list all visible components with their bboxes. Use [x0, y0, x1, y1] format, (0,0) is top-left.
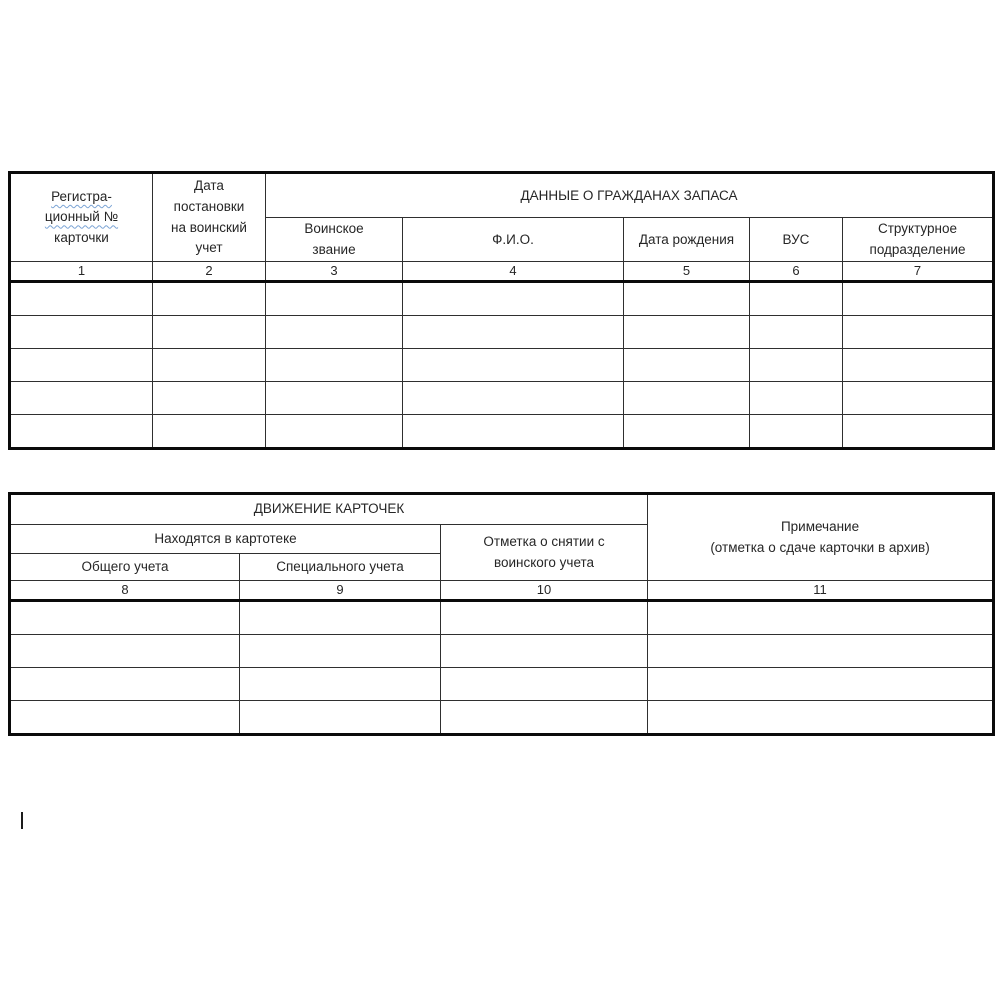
column-number-5: 5 — [624, 262, 750, 282]
column-number-10: 10 — [441, 581, 648, 601]
empty-cell[interactable] — [153, 282, 266, 316]
empty-cell[interactable] — [441, 635, 648, 668]
header-structural-unit-line2: подразделение — [869, 241, 966, 257]
empty-cell[interactable] — [153, 349, 266, 382]
empty-cell[interactable] — [624, 415, 750, 449]
group-header-card-movement: ДВИЖЕНИЕ КАРТОЧЕК — [10, 494, 648, 525]
text-cursor — [21, 812, 23, 829]
column-number-7: 7 — [843, 262, 994, 282]
header-cell-birth-date: Дата рождения — [624, 218, 750, 262]
empty-cell[interactable] — [266, 349, 403, 382]
empty-cell[interactable] — [10, 601, 240, 635]
empty-cell[interactable] — [403, 282, 624, 316]
empty-cell[interactable] — [10, 635, 240, 668]
empty-cell[interactable] — [240, 635, 441, 668]
empty-cell[interactable] — [843, 282, 994, 316]
empty-cell[interactable] — [441, 601, 648, 635]
header-military-rank-line2: звание — [312, 241, 356, 257]
empty-cell[interactable] — [240, 701, 441, 735]
empty-cell[interactable] — [750, 349, 843, 382]
empty-cell[interactable] — [240, 601, 441, 635]
empty-cell[interactable] — [10, 316, 153, 349]
header-note-line1: Примечание — [780, 519, 860, 535]
empty-cell[interactable] — [843, 316, 994, 349]
column-number-11: 11 — [648, 581, 994, 601]
empty-cell[interactable] — [648, 701, 994, 735]
header-cell-reg-number — [10, 173, 153, 262]
column-number-9: 9 — [240, 581, 441, 601]
empty-cell[interactable] — [266, 382, 403, 415]
empty-cell[interactable] — [843, 349, 994, 382]
movement-empty-row — [10, 635, 994, 668]
movement-column-numbers-row — [10, 581, 994, 601]
header-reg-number-line2: ционный № — [44, 209, 119, 225]
empty-cell[interactable] — [648, 668, 994, 701]
header-cell-card-file: Находятся в картотеке — [10, 525, 441, 554]
header-cell-general-record: Общего учета — [10, 554, 240, 581]
header-structural-unit-line1: Структурное — [878, 221, 958, 237]
registry-table — [8, 171, 995, 450]
empty-cell[interactable] — [266, 282, 403, 316]
header-note-line2: (отметка о сдаче карточки в архив) — [710, 539, 930, 555]
movement-empty-row — [10, 668, 994, 701]
header-removal-line1: Отметка о снятии с — [483, 534, 605, 550]
registry-empty-row — [10, 349, 994, 382]
empty-cell[interactable] — [10, 668, 240, 701]
empty-cell[interactable] — [153, 316, 266, 349]
empty-cell[interactable] — [843, 415, 994, 449]
empty-cell[interactable] — [750, 316, 843, 349]
empty-cell[interactable] — [403, 382, 624, 415]
header-cell-special-record: Специального учета — [240, 554, 441, 581]
empty-cell[interactable] — [266, 415, 403, 449]
header-cell-vus: ВУС — [750, 218, 843, 262]
column-number-4: 4 — [403, 262, 624, 282]
header-cell-structural-unit — [843, 218, 994, 262]
header-removal-line2: воинского учета — [493, 554, 595, 570]
header-date-registration-line2: постановки — [173, 198, 245, 214]
header-cell-note — [648, 494, 994, 581]
empty-cell[interactable] — [750, 382, 843, 415]
empty-cell[interactable] — [240, 668, 441, 701]
registry-empty-row — [10, 316, 994, 349]
empty-cell[interactable] — [10, 382, 153, 415]
header-date-registration-line3: на воинский — [171, 219, 247, 235]
empty-cell[interactable] — [624, 282, 750, 316]
column-number-8: 8 — [10, 581, 240, 601]
movement-header-row-1 — [10, 494, 994, 525]
header-cell-removal — [441, 525, 648, 581]
movement-table — [8, 492, 995, 736]
empty-cell[interactable] — [403, 415, 624, 449]
header-reg-number-line1: Регистра- — [51, 189, 112, 205]
empty-cell[interactable] — [266, 316, 403, 349]
registry-empty-row — [10, 282, 994, 316]
group-header-citizens-data: ДАННЫЕ О ГРАЖДАНАХ ЗАПАСА — [266, 173, 994, 218]
empty-cell[interactable] — [10, 349, 153, 382]
header-cell-military-rank — [266, 218, 403, 262]
header-date-registration-line4: учет — [195, 240, 223, 256]
empty-cell[interactable] — [10, 701, 240, 735]
empty-cell[interactable] — [153, 415, 266, 449]
empty-cell[interactable] — [648, 635, 994, 668]
header-cell-date-registration — [153, 173, 266, 262]
header-reg-number-line3: карточки — [54, 229, 109, 245]
registry-empty-row — [10, 415, 994, 449]
registry-column-numbers-row — [10, 262, 994, 282]
empty-cell[interactable] — [624, 316, 750, 349]
empty-cell[interactable] — [750, 282, 843, 316]
column-number-2: 2 — [153, 262, 266, 282]
empty-cell[interactable] — [624, 349, 750, 382]
empty-cell[interactable] — [441, 701, 648, 735]
empty-cell[interactable] — [648, 601, 994, 635]
empty-cell[interactable] — [750, 415, 843, 449]
registry-empty-row — [10, 382, 994, 415]
movement-empty-row — [10, 701, 994, 735]
empty-cell[interactable] — [624, 382, 750, 415]
empty-cell[interactable] — [403, 316, 624, 349]
registry-header-row-1 — [10, 173, 994, 218]
header-cell-fio: Ф.И.О. — [403, 218, 624, 262]
empty-cell[interactable] — [10, 282, 153, 316]
empty-cell[interactable] — [10, 415, 153, 449]
empty-cell[interactable] — [403, 349, 624, 382]
empty-cell[interactable] — [843, 382, 994, 415]
header-date-registration-line1: Дата — [194, 177, 224, 193]
column-number-1: 1 — [10, 262, 153, 282]
empty-cell[interactable] — [441, 668, 648, 701]
column-number-3: 3 — [266, 262, 403, 282]
movement-empty-row — [10, 601, 994, 635]
column-number-6: 6 — [750, 262, 843, 282]
header-military-rank-line1: Воинское — [304, 221, 364, 237]
empty-cell[interactable] — [153, 382, 266, 415]
